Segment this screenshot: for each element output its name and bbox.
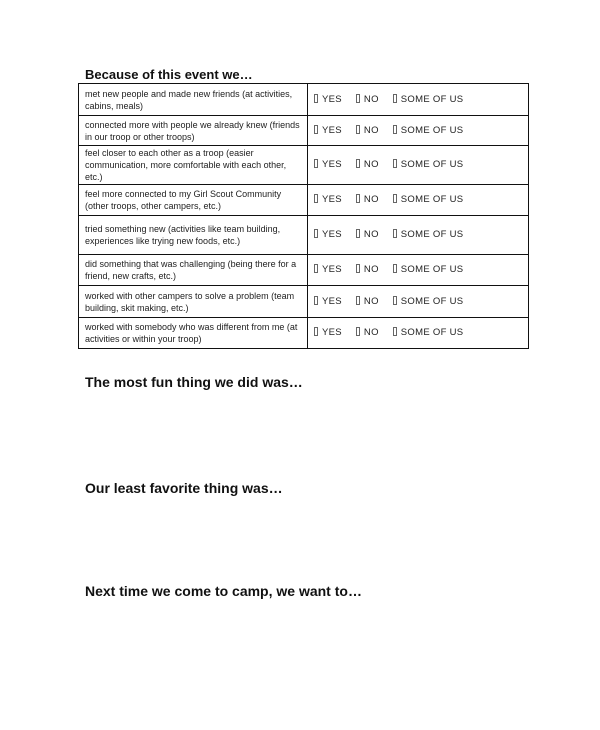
table-row [79, 318, 529, 349]
option-no[interactable] [356, 296, 379, 308]
option-some-of-us[interactable] [393, 194, 464, 206]
option-yes[interactable] [314, 229, 342, 241]
row-options [308, 286, 529, 318]
option-label: NO [363, 124, 379, 136]
row-options [308, 185, 529, 216]
checkbox-icon[interactable] [314, 159, 318, 168]
option-yes[interactable] [314, 159, 342, 171]
table-row [79, 116, 529, 146]
option-no[interactable] [356, 327, 379, 339]
row-options [308, 255, 529, 286]
option-yes[interactable] [314, 194, 342, 206]
table-row [79, 255, 529, 286]
option-yes[interactable] [314, 94, 342, 106]
option-no[interactable] [356, 194, 379, 206]
prompt-next-time: Next time we come to camp, we want to… [85, 583, 362, 599]
checkbox-icon[interactable] [314, 229, 318, 238]
row-options [308, 216, 529, 255]
row-question: connected more with people we already knew (friends in our troop or other troops) [79, 116, 308, 146]
row-options [308, 146, 529, 185]
option-label: YES [322, 264, 342, 275]
table-row [79, 216, 529, 255]
option-label: NO [363, 295, 379, 307]
checkbox-icon[interactable] [356, 264, 360, 273]
option-label: SOME OF US [400, 159, 464, 170]
option-yes[interactable] [314, 296, 342, 308]
table-row [79, 286, 529, 318]
section-title: Because of this event we… [85, 67, 253, 82]
row-question: feel closer to each other as a troop (easier communication, more comfortable with each other, etc.) [79, 146, 308, 185]
option-no[interactable] [356, 125, 379, 137]
checkbox-icon[interactable] [356, 94, 360, 103]
checkbox-icon[interactable] [393, 159, 397, 168]
checkbox-icon[interactable] [314, 194, 318, 203]
option-label: NO [363, 264, 379, 275]
option-some-of-us[interactable] [393, 159, 464, 171]
option-label: SOME OF US [400, 327, 464, 338]
checkbox-icon[interactable] [393, 264, 397, 273]
row-question: worked with somebody who was different from me (at activities or within your troop) [79, 318, 308, 349]
checkbox-icon[interactable] [393, 94, 397, 103]
option-label: YES [322, 124, 342, 136]
option-yes[interactable] [314, 264, 342, 276]
option-label: YES [322, 194, 342, 205]
option-label: YES [322, 327, 342, 338]
checkbox-icon[interactable] [393, 229, 397, 238]
option-no[interactable] [356, 94, 379, 106]
checkbox-icon[interactable] [356, 159, 360, 168]
checkbox-icon[interactable] [314, 264, 318, 273]
row-options [308, 116, 529, 146]
row-question: feel more connected to my Girl Scout Community (other troops, other campers, etc.) [79, 185, 308, 216]
option-label: SOME OF US [400, 295, 464, 307]
option-label: SOME OF US [400, 264, 464, 275]
option-label: YES [322, 93, 342, 105]
option-label: YES [322, 159, 342, 170]
option-label: SOME OF US [400, 93, 464, 105]
checkbox-icon[interactable] [393, 327, 397, 336]
row-question: met new people and made new friends (at activities, cabins, meals) [79, 84, 308, 116]
option-label: NO [363, 194, 379, 205]
checkbox-icon[interactable] [356, 296, 360, 305]
option-some-of-us[interactable] [393, 264, 464, 276]
checkbox-icon[interactable] [393, 194, 397, 203]
option-label: NO [363, 93, 379, 105]
checkbox-icon[interactable] [314, 125, 318, 134]
row-options [308, 84, 529, 116]
survey-table [78, 83, 529, 349]
checkbox-icon[interactable] [356, 229, 360, 238]
option-label: NO [363, 159, 379, 170]
checkbox-icon[interactable] [356, 327, 360, 336]
option-label: NO [363, 327, 379, 338]
option-label: SOME OF US [400, 229, 464, 240]
option-yes[interactable] [314, 327, 342, 339]
checkbox-icon[interactable] [314, 296, 318, 305]
checkbox-icon[interactable] [356, 125, 360, 134]
option-no[interactable] [356, 264, 379, 276]
checkbox-icon[interactable] [393, 125, 397, 134]
option-no[interactable] [356, 159, 379, 171]
option-some-of-us[interactable] [393, 125, 464, 137]
option-label: NO [363, 229, 379, 240]
option-label: YES [322, 295, 342, 307]
option-no[interactable] [356, 229, 379, 241]
checkbox-icon[interactable] [356, 194, 360, 203]
checkbox-icon[interactable] [314, 327, 318, 336]
option-some-of-us[interactable] [393, 296, 464, 308]
prompt-most-fun: The most fun thing we did was… [85, 374, 303, 390]
option-yes[interactable] [314, 125, 342, 137]
option-label: YES [322, 229, 342, 240]
row-options [308, 318, 529, 349]
checkbox-icon[interactable] [314, 94, 318, 103]
option-label: SOME OF US [400, 194, 464, 205]
option-some-of-us[interactable] [393, 94, 464, 106]
table-row [79, 84, 529, 116]
table-row [79, 185, 529, 216]
option-some-of-us[interactable] [393, 327, 464, 339]
row-question: did something that was challenging (being there for a friend, new crafts, etc.) [79, 255, 308, 286]
row-question: worked with other campers to solve a problem (team building, skit making, etc.) [79, 286, 308, 318]
option-label: SOME OF US [400, 124, 464, 136]
checkbox-icon[interactable] [393, 296, 397, 305]
option-some-of-us[interactable] [393, 229, 464, 241]
row-question: tried something new (activities like team building, experiences like trying new foods, etc.) [79, 216, 308, 255]
table-row [79, 146, 529, 185]
prompt-least-favorite: Our least favorite thing was… [85, 480, 283, 496]
